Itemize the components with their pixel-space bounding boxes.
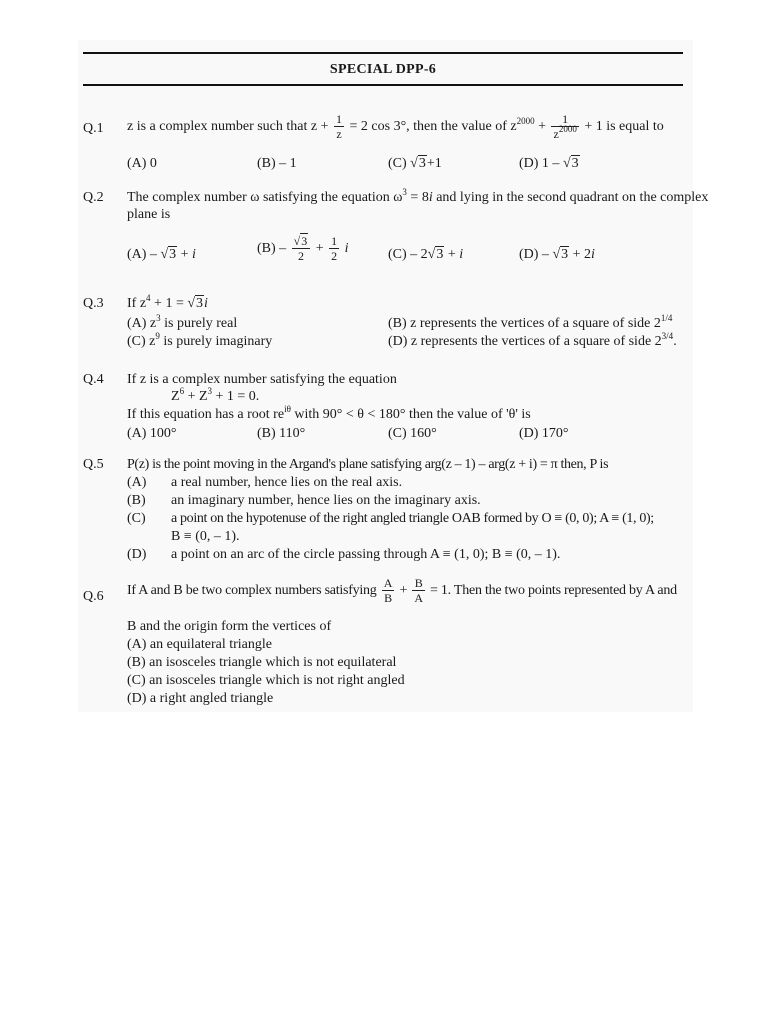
option-d: (D) 1 – √3: [519, 156, 579, 171]
option-c: (C) an isosceles triangle which is not right angled: [127, 673, 405, 688]
option-c: (C) 160°: [388, 426, 437, 441]
option-b: (B) – $\frac{√3}{2}$ + $\frac{1}{2}$ i: [257, 234, 349, 264]
fraction: $\frac{√3}{2}$: [292, 234, 311, 263]
option-c: (C) √3+1: [388, 156, 442, 171]
question-number: Q.6: [83, 589, 104, 604]
option-a: (A) an equilateral triangle: [127, 637, 272, 652]
option-b: an imaginary number, hence lies on the imaginary axis.: [171, 493, 481, 508]
option-c: a point on the hypotenuse of the right angled triangle OAB formed by O ≡ (0, 0); A ≡ (1, 0);: [171, 511, 654, 526]
question-number: Q.5: [83, 457, 104, 472]
question-stem: If $z^4 + 1 = √3i$: [127, 293, 208, 311]
option-b: (B) 110°: [257, 426, 306, 441]
question-stem-line3: If this equation has a root $re^{i\theta}$ with 90° < θ < 180° then the value of 'θ' is: [127, 404, 531, 422]
option-c: (C) – 2√3 + i: [388, 247, 464, 262]
question-stem-line2: plane is: [127, 207, 171, 222]
fraction: $\frac{1}{2}$: [331, 234, 338, 264]
question-number: Q.4: [83, 372, 104, 387]
question-stem: If A and B be two complex numbers satisfying $\frac{A}{B}$ + $\frac{B}{A}$ = 1. Then the two points represented by A and: [127, 576, 677, 606]
option-b: (B) z represents the vertices of a square of side $2^{1/4}$: [388, 313, 673, 331]
question-number: Q.3: [83, 296, 104, 311]
option-d-label: (D): [127, 547, 147, 562]
option-a: (A) 100°: [127, 426, 177, 441]
option-c-line2: B ≡ (0, – 1).: [171, 529, 240, 544]
fraction: $\frac{1}{z^{2000}}$: [553, 112, 577, 142]
question-stem: If z is a complex number satisfying the equation: [127, 372, 397, 387]
question-stem-line2: B and the origin form the vertices of: [127, 619, 332, 634]
option-d: (D) 170°: [519, 426, 569, 441]
title-underline-rule: [83, 84, 683, 86]
top-rule: [83, 52, 683, 54]
question-stem: z is a complex number such that z + $\frac{1}{z}$ = 2 cos 3°, then the value of $z^{2000}$ + $\frac{1}{z^{2000}}$ + 1 is equal to: [127, 112, 664, 142]
option-b: (B) – 1: [257, 156, 297, 171]
option-b: (B) an isosceles triangle which is not equilateral: [127, 655, 397, 670]
question-stem: P(z) is the point moving in the Argand's plane satisfying arg(z – 1) – arg(z + i) = π then, P is: [127, 457, 609, 472]
option-a: (A) 0: [127, 156, 157, 171]
option-c-label: (C): [127, 511, 146, 526]
option-d: (D) a right angled triangle: [127, 691, 274, 706]
option-a: (A) – √3 + i: [127, 247, 196, 262]
option-a-label: (A): [127, 475, 147, 490]
fraction: $\frac{A}{B}$: [383, 576, 393, 606]
fraction: $\frac{1}{z}$: [336, 112, 343, 142]
question-stem: The complex number ω satisfying the equation $\omega^3 = 8i$ and lying in the second quadrant on the complex: [127, 187, 709, 205]
option-d: (D) – √3 + 2i: [519, 247, 595, 262]
option-a: a real number, hence lies on the real axis.: [171, 475, 403, 490]
question-number: Q.2: [83, 190, 104, 205]
fraction: $\frac{B}{A}$: [414, 576, 423, 606]
option-b-label: (B): [127, 493, 146, 508]
option-c: (C) $z^9$ is purely imaginary: [127, 331, 273, 349]
option-d: a point on an arc of the circle passing through A ≡ (1, 0); B ≡ (0, – 1).: [171, 547, 561, 562]
question-number: Q.1: [83, 121, 104, 136]
option-d: (D) z represents the vertices of a square of side $2^{3/4}$.: [388, 331, 677, 349]
equation: $Z^6 + Z^3 + 1 = 0$.: [171, 386, 260, 404]
page-title: SPECIAL DPP-6: [329, 62, 437, 77]
option-a: (A) $z^3$ is purely real: [127, 313, 238, 331]
